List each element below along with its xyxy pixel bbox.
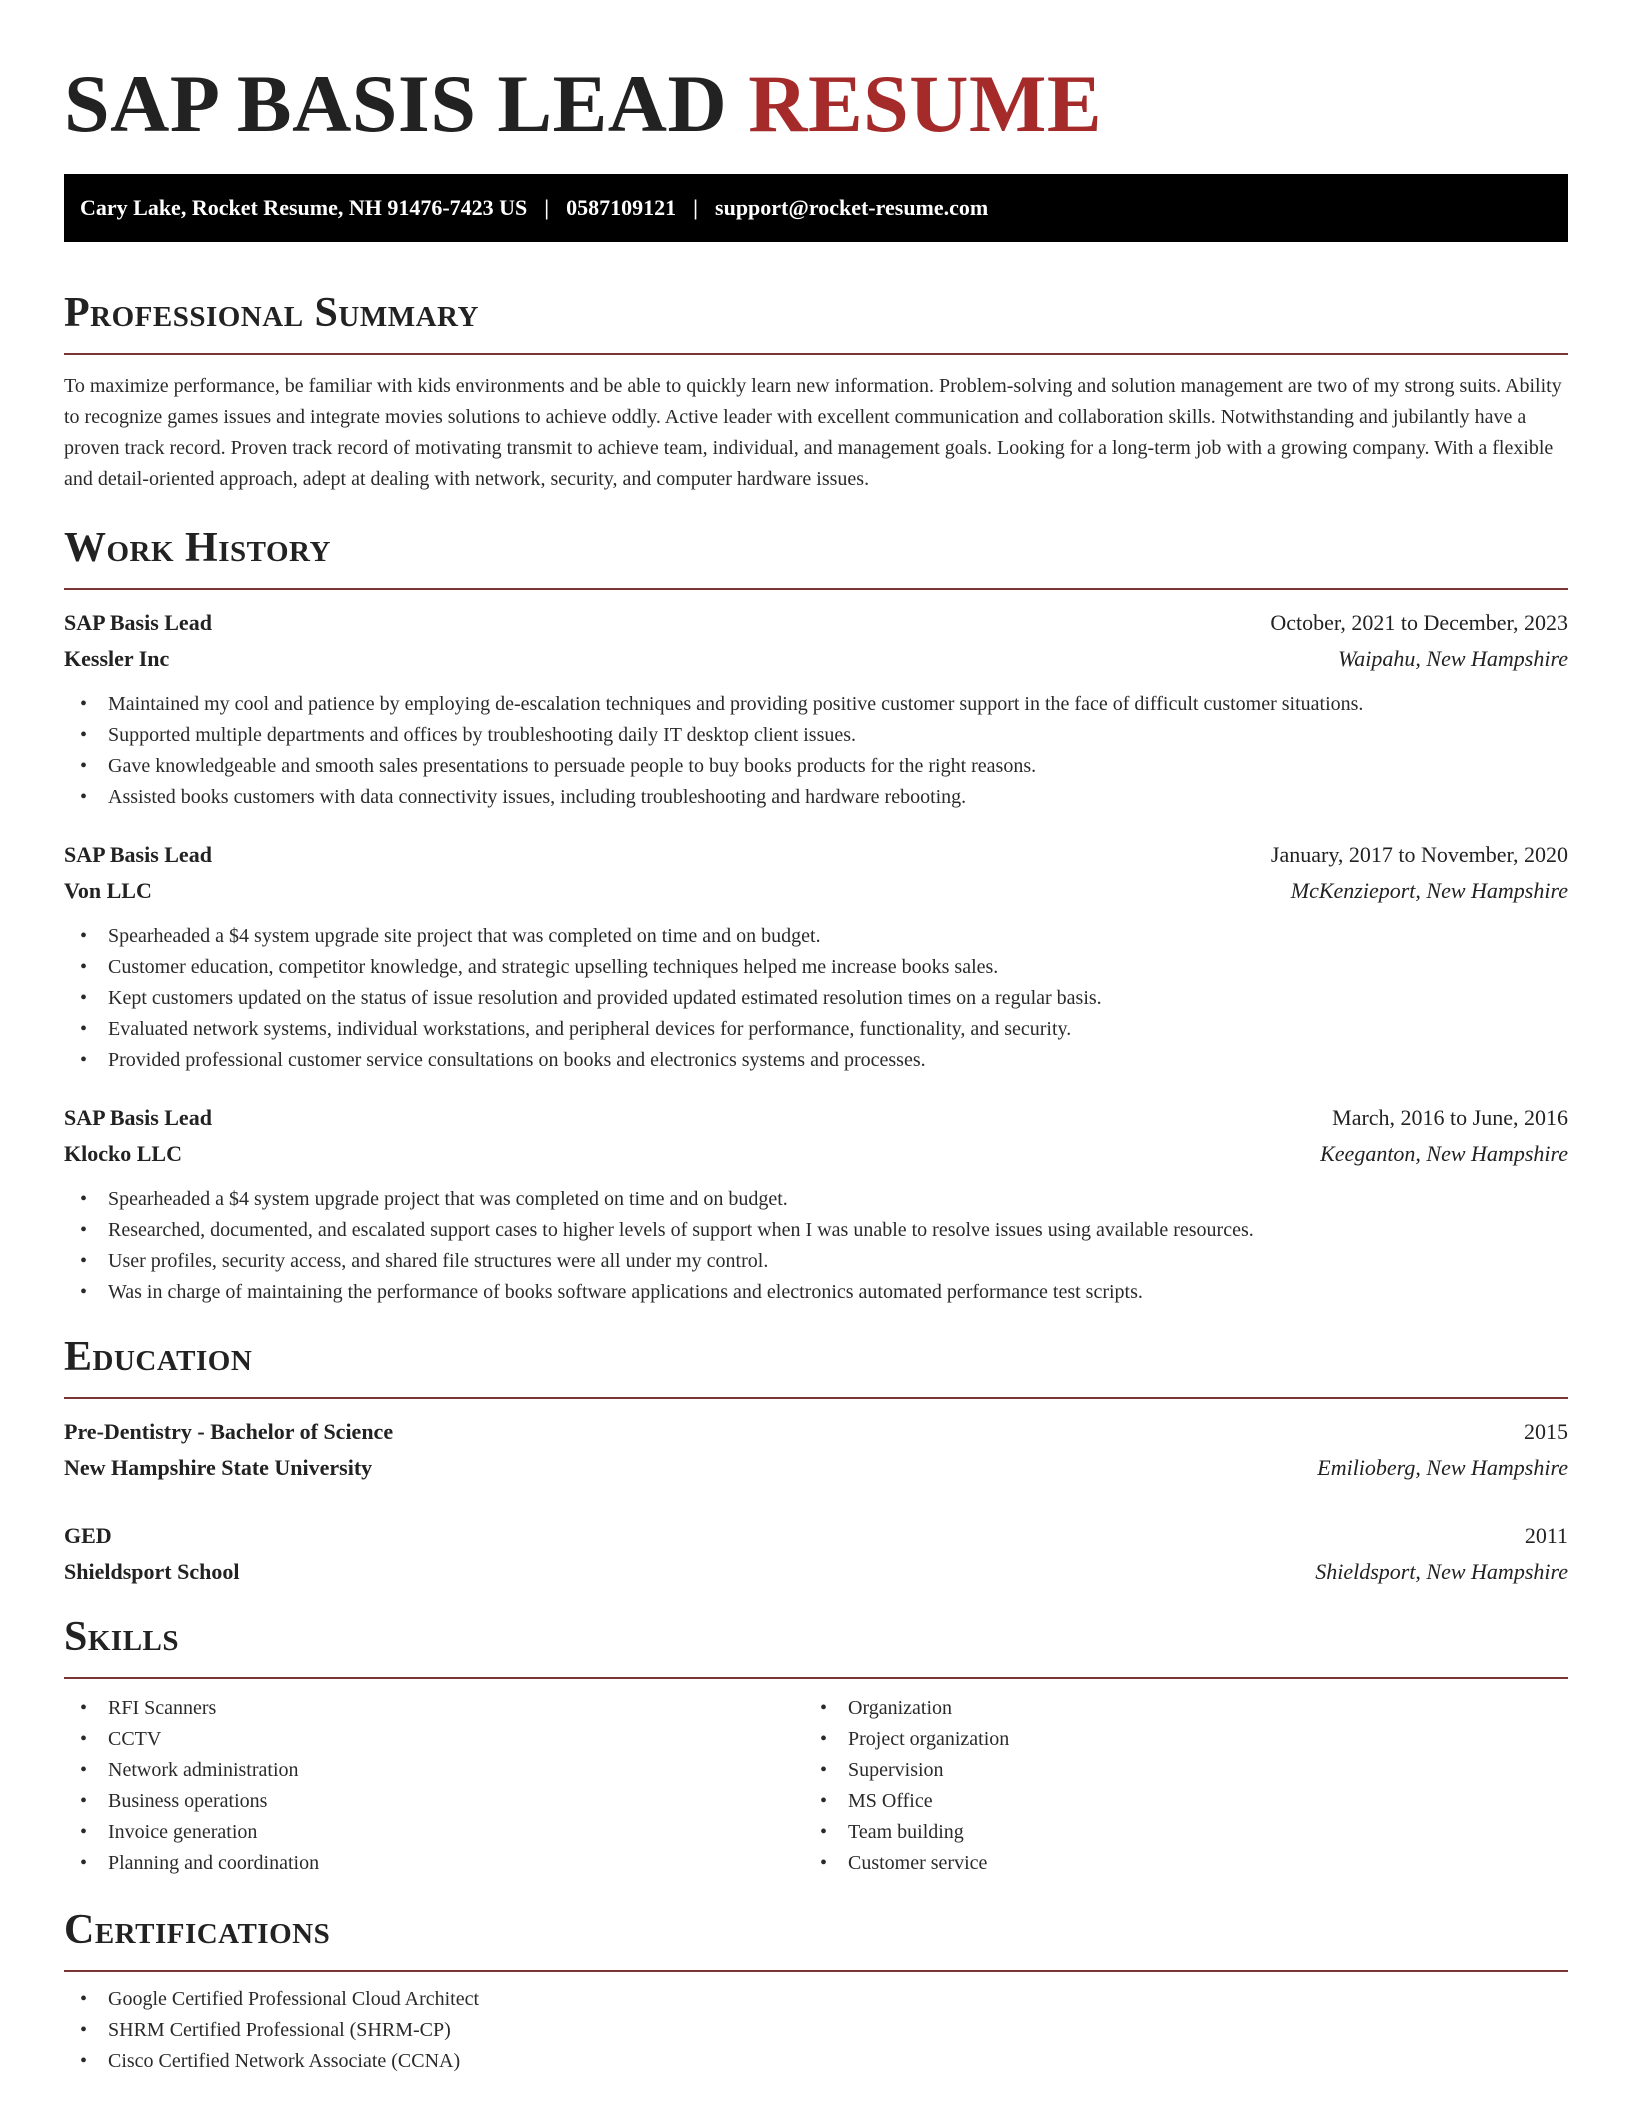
job-duties <box>64 689 1568 813</box>
skill-item: • Business operations <box>64 1786 804 1817</box>
job-duties <box>64 1184 1568 1308</box>
resume-title-main: SAP BASIS LEAD <box>64 58 728 149</box>
job-entry <box>64 605 1568 813</box>
skills-list-right <box>804 1693 1544 1879</box>
skill-item: • Customer service <box>804 1848 1544 1879</box>
summary-text: To maximize performance, be familiar with kids environments and be able to quickly learn new information. Problem-solving and solution management are two of my strong suits. Ability to recognize games issues and integrate movies solutions to achieve oddly. Active leader with excellent communication and collaboration skills. Notwithstanding and jubilantly have a proven track record. Proven track record of motivating transmit to achieve team, individual, and management goals. Looking for a long-term job with a growing company. With a flexible and detail-oriented approach, adept at dealing with network, security, and computer hardware issues. <box>64 375 1562 490</box>
job-header-row <box>64 837 1568 873</box>
job-dates: January, 2017 to November, 2020 <box>1270 842 1568 867</box>
job-dates: October, 2021 to December, 2023 <box>1270 610 1568 635</box>
skill-item: • RFI Scanners <box>64 1693 804 1724</box>
skill-item: • Network administration <box>64 1755 804 1786</box>
section-divider <box>64 353 1568 355</box>
certification-item: • SHRM Certified Professional (SHRM-CP) <box>64 2015 1568 2046</box>
job-duty: • Gave knowledgeable and smooth sales presentations to persuade people to buy books products for the right reasons. <box>64 751 1568 782</box>
contact-phone: 0587109121 <box>566 195 677 220</box>
section-divider <box>64 1677 1568 1679</box>
education-year: 2011 <box>1524 1523 1568 1548</box>
job-duty: • Assisted books customers with data connectivity issues, including troubleshooting and hardware rebooting. <box>64 782 1568 813</box>
job-company: Klocko LLC <box>64 1141 182 1166</box>
job-dates: March, 2016 to June, 2016 <box>1332 1105 1568 1130</box>
contact-separator: | <box>544 195 550 220</box>
section-divider <box>64 1970 1568 1972</box>
education-school: Shieldsport School <box>64 1559 240 1584</box>
job-duty: • Maintained my cool and patience by employing de-escalation techniques and providing positive customer support in the face of difficult customer situations. <box>64 689 1568 720</box>
job-duty: • Customer education, competitor knowledge, and strategic upselling techniques helped me increase books sales. <box>64 952 1568 983</box>
job-title: SAP Basis Lead <box>64 842 212 867</box>
education-heading: Education <box>64 1334 253 1380</box>
resume-title-accent: RESUME <box>748 58 1103 149</box>
job-company-row <box>64 873 1568 909</box>
job-duty: • Spearheaded a $4 system upgrade project that was completed on time and on budget. <box>64 1184 1568 1215</box>
job-company: Von LLC <box>64 878 152 903</box>
education-header-row <box>64 1518 1568 1554</box>
skill-item: • CCTV <box>64 1724 804 1755</box>
education-header-row <box>64 1414 1568 1450</box>
contact-separator: | <box>693 195 699 220</box>
job-duty: • Was in charge of maintaining the performance of books software applications and electronics automated performance test scripts. <box>64 1277 1568 1308</box>
job-header-row <box>64 1100 1568 1136</box>
education-school: New Hampshire State University <box>64 1455 373 1480</box>
certifications-heading: Certifications <box>64 1907 331 1953</box>
skill-item: • Project organization <box>804 1724 1544 1755</box>
job-duties <box>64 921 1568 1076</box>
education-degree: GED <box>64 1523 112 1548</box>
education-year: 2015 <box>1524 1419 1568 1444</box>
work-history-section <box>64 523 1568 1308</box>
education-school-row <box>64 1554 1568 1590</box>
skill-item: • Invoice generation <box>64 1817 804 1848</box>
certification-item: • Cisco Certified Network Associate (CCNA) <box>64 2046 1568 2077</box>
job-company: Kessler Inc <box>64 646 170 671</box>
education-entry <box>64 1414 1568 1486</box>
education-entry <box>64 1518 1568 1590</box>
job-title: SAP Basis Lead <box>64 610 212 635</box>
skills-list-left <box>64 1693 804 1879</box>
skills-section <box>64 1612 1568 1879</box>
skill-item: • Planning and coordination <box>64 1848 804 1879</box>
certifications-section <box>64 1905 1568 2077</box>
contact-address: Cary Lake, Rocket Resume, NH 91476-7423 US <box>80 195 528 220</box>
contact-bar <box>64 174 1568 242</box>
certification-item: • Google Certified Professional Cloud Architect <box>64 1984 1568 2015</box>
job-location: Waipahu, New Hampshire <box>1338 646 1568 671</box>
job-duty: • Supported multiple departments and offices by troubleshooting daily IT desktop client issues. <box>64 720 1568 751</box>
job-duty: • Researched, documented, and escalated support cases to higher levels of support when I was unable to resolve issues using available resources. <box>64 1215 1568 1246</box>
resume-title <box>64 58 1568 150</box>
job-duty: • Kept customers updated on the status of issue resolution and provided updated estimated resolution times on a regular basis. <box>64 983 1568 1014</box>
education-school-row <box>64 1450 1568 1486</box>
job-company-row <box>64 641 1568 677</box>
job-duty: • Provided professional customer service consultations on books and electronics systems and processes. <box>64 1045 1568 1076</box>
skill-item: • Organization <box>804 1693 1544 1724</box>
contact-email[interactable]: support@rocket-resume.com <box>715 195 989 220</box>
education-location: Shieldsport, New Hampshire <box>1315 1559 1568 1584</box>
job-duty: • Spearheaded a $4 system upgrade site project that was completed on time and on budget. <box>64 921 1568 952</box>
job-title: SAP Basis Lead <box>64 1105 212 1130</box>
job-entry <box>64 837 1568 1076</box>
education-degree: Pre-Dentistry - Bachelor of Science <box>64 1419 394 1444</box>
job-entry <box>64 1100 1568 1308</box>
skill-item: • Supervision <box>804 1755 1544 1786</box>
education-section <box>64 1332 1568 1590</box>
skills-heading: Skills <box>64 1614 180 1660</box>
job-header-row <box>64 605 1568 641</box>
section-divider <box>64 588 1568 590</box>
resume-page <box>64 0 1568 2077</box>
summary-heading: Professional Summary <box>64 290 479 336</box>
skills-columns <box>64 1693 1568 1879</box>
job-duty: • Evaluated network systems, individual workstations, and peripheral devices for performance, functionality, and security. <box>64 1014 1568 1045</box>
education-location: Emilioberg, New Hampshire <box>1317 1455 1568 1480</box>
summary-section <box>64 288 1568 495</box>
skill-item: • Team building <box>804 1817 1544 1848</box>
job-location: McKenzieport, New Hampshire <box>1290 878 1568 903</box>
job-location: Keeganton, New Hampshire <box>1320 1141 1568 1166</box>
job-company-row <box>64 1136 1568 1172</box>
section-divider <box>64 1397 1568 1399</box>
job-duty: • User profiles, security access, and shared file structures were all under my control. <box>64 1246 1568 1277</box>
skill-item: • MS Office <box>804 1786 1544 1817</box>
work-history-heading: Work History <box>64 525 331 571</box>
certifications-list <box>64 1984 1568 2077</box>
